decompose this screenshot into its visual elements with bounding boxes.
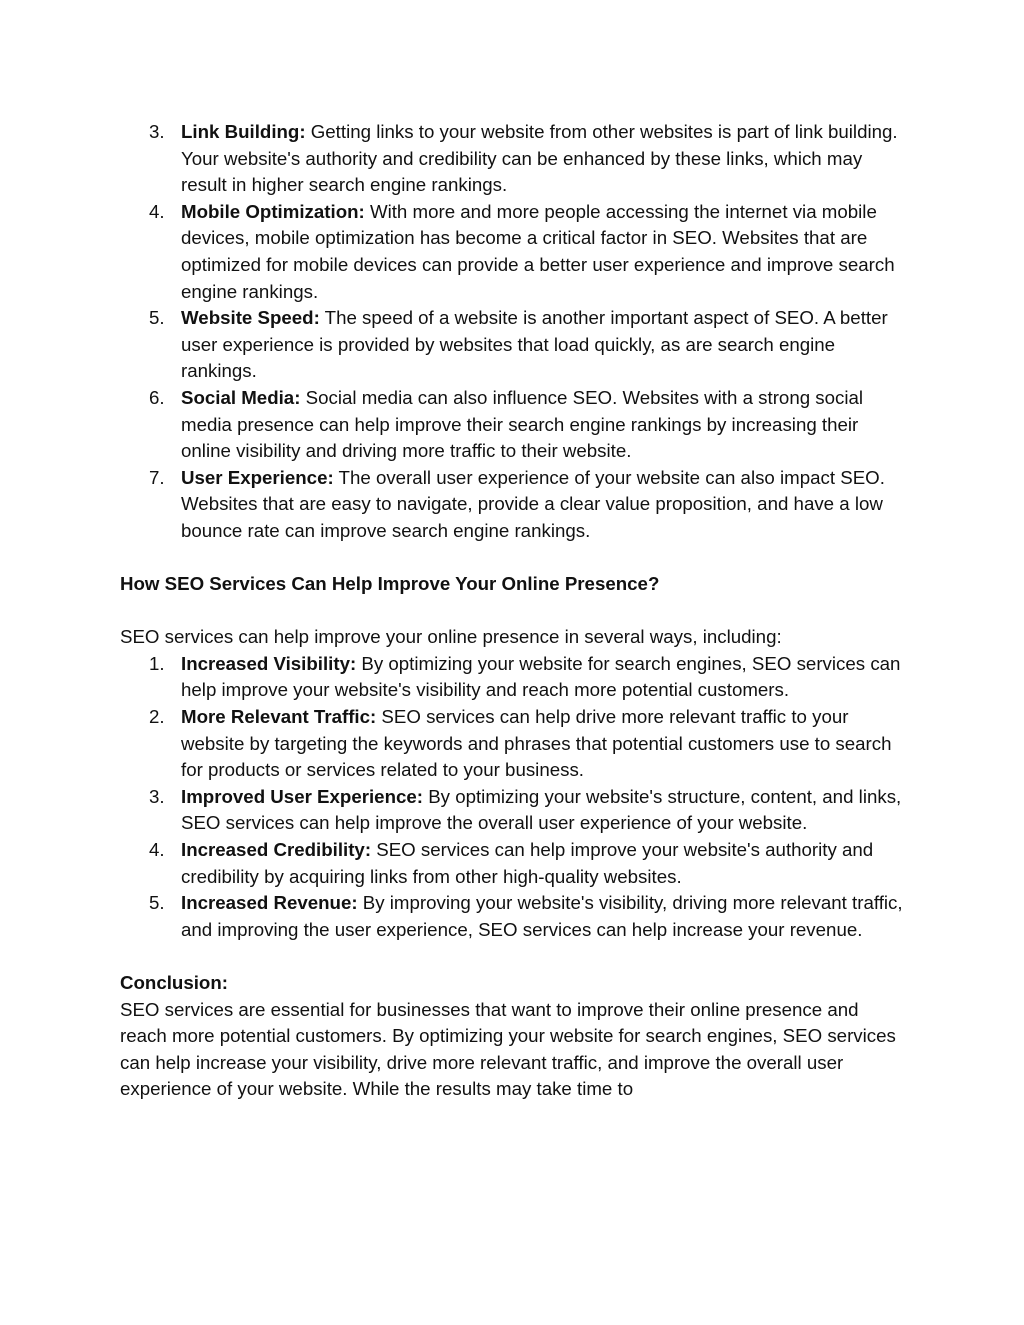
list-item-text: Getting links to your website from other websites is part of link building. Your website's authority and credibility can be enhanced by these links, which may result in higher search engine rankings. bbox=[181, 121, 898, 196]
list-item bbox=[120, 651, 910, 704]
list-number: 6. bbox=[149, 386, 165, 408]
list-item-term: Increased Revenue: bbox=[181, 892, 358, 914]
list-number: 4. bbox=[149, 200, 165, 222]
list-item-text: SEO services can help drive more relevant traffic to your website by targeting the keywords and phrases that potential customers use to search for products or services related to your business. bbox=[181, 706, 892, 781]
list-item-text: By optimizing your website's structure, content, and links, SEO services can help improve the overall user experience of your website. bbox=[181, 785, 902, 834]
list-item-term: Website Speed: bbox=[181, 307, 320, 329]
list-item-term: User Experience: bbox=[181, 466, 334, 488]
list-item-term: Link Building: bbox=[181, 121, 306, 142]
list-item bbox=[120, 837, 910, 890]
section-heading: How SEO Services Can Help Improve Your Online Presence? bbox=[120, 573, 660, 595]
list-item-term: Increased Visibility: bbox=[181, 652, 357, 674]
conclusion-heading: Conclusion: bbox=[120, 972, 228, 993]
conclusion-text: SEO services are essential for businesses that want to improve their online presence and reach more potential customers. By optimizing your website for search engines, SEO services can help increase your visibility, drive more relevant traffic, and improve the overall user experience of your website. While the results may take time to bbox=[120, 998, 896, 1100]
list-item-text: The overall user experience of your website can also impact SEO. Websites that are easy to navigate, provide a clear value proposition, and have a low bounce rate can improve search engine rankings. bbox=[181, 466, 885, 541]
document-content bbox=[120, 119, 910, 1103]
list-number: 4. bbox=[149, 839, 165, 861]
list-item-text: By improving your website's visibility, driving more relevant traffic, and improving the user experience, SEO services can help increase your revenue. bbox=[181, 892, 903, 940]
spacer bbox=[120, 545, 910, 572]
list-item-text: SEO services can help improve your website's authority and credibility by acquiring links from other high-quality websites. bbox=[181, 839, 874, 887]
list-item-term: More Relevant Traffic: bbox=[181, 706, 377, 728]
list-number: 3. bbox=[149, 785, 165, 807]
list-item-term: Mobile Optimization: bbox=[181, 200, 365, 222]
seo-benefits-list bbox=[120, 651, 910, 944]
list-item bbox=[120, 199, 910, 305]
list-item bbox=[120, 385, 910, 465]
list-item-text: By optimizing your website for search engines, SEO services can help improve your website's visibility and reach more potential customers. bbox=[181, 652, 901, 701]
list-item-term: Increased Credibility: bbox=[181, 839, 372, 861]
list-item bbox=[120, 305, 910, 385]
list-number: 5. bbox=[149, 892, 165, 914]
list-item bbox=[120, 465, 910, 545]
list-number: 1. bbox=[149, 652, 165, 674]
list-item bbox=[120, 784, 910, 837]
section-intro: SEO services can help improve your online presence in several ways, including: bbox=[120, 626, 782, 648]
list-item-text: Social media can also influence SEO. Websites with a strong social media presence can help improve their search engine rankings by increasing their online visibility and driving more traffic to their website. bbox=[181, 386, 864, 462]
list-item bbox=[120, 704, 910, 784]
list-item-text: The speed of a website is another important aspect of SEO. A better user experience is provided by websites that load quickly, as are search engine rankings. bbox=[181, 307, 888, 382]
seo-factors-list bbox=[120, 119, 910, 545]
spacer bbox=[120, 598, 910, 625]
list-number: 7. bbox=[149, 466, 165, 488]
list-item-term: Social Media: bbox=[181, 386, 301, 408]
spacer bbox=[120, 943, 910, 970]
list-item bbox=[120, 119, 910, 199]
list-number: 3. bbox=[149, 121, 165, 142]
list-item-term: Improved User Experience: bbox=[181, 785, 423, 807]
list-number: 5. bbox=[149, 307, 165, 329]
list-item-text: With more and more people accessing the internet via mobile devices, mobile optimization has become a critical factor in SEO. Websites that are optimized for mobile devices can provide a better user experience and improve search engine rankings. bbox=[181, 200, 895, 302]
list-item bbox=[120, 890, 910, 943]
list-number: 2. bbox=[149, 706, 165, 728]
